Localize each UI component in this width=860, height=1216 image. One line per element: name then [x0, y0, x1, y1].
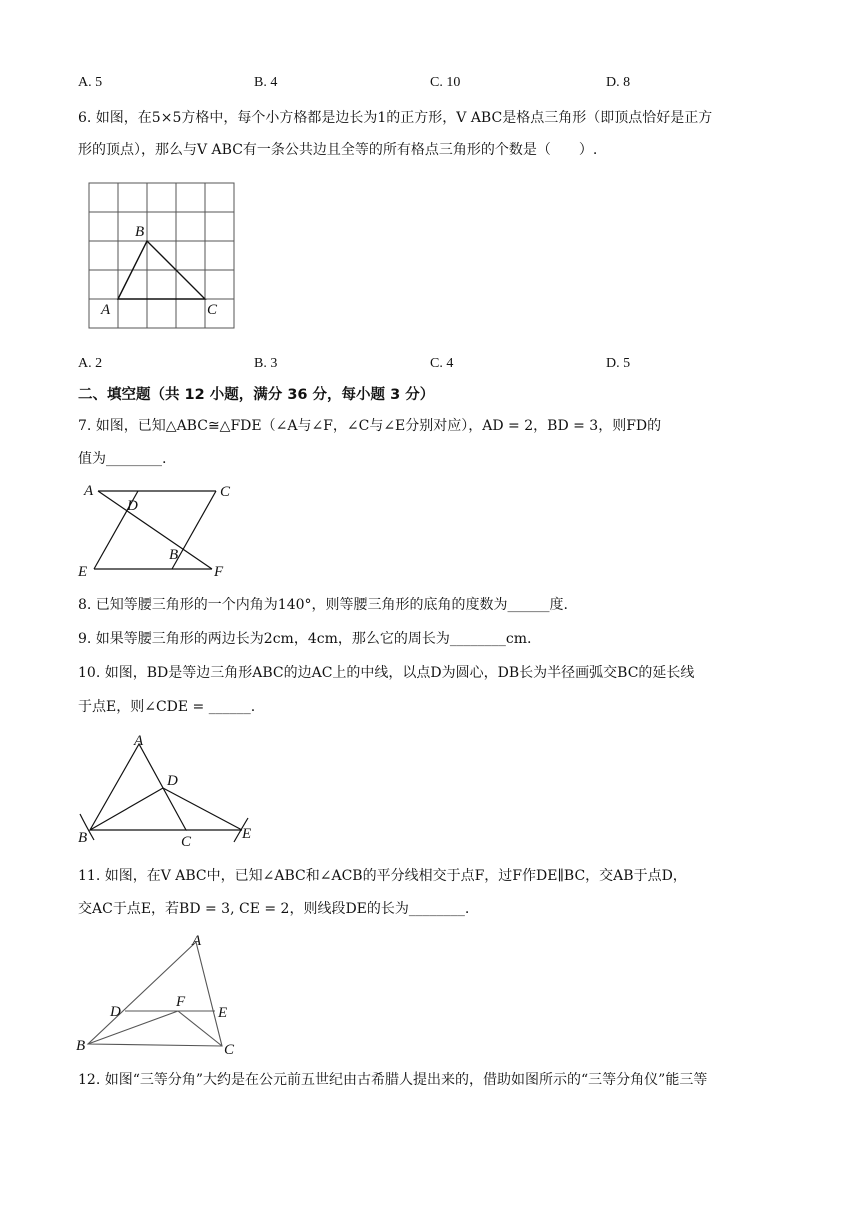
q11-figure: [74, 928, 244, 1058]
q5-option-b: B. 4: [254, 75, 278, 90]
q11-label-c: C: [224, 1042, 235, 1058]
q7-figure: [74, 480, 244, 582]
q6-label-c: C: [207, 302, 218, 318]
q7-text-line2: 值为________.: [78, 451, 167, 467]
q6-text-line2: 形的顶点），那么与V ABC有一条公共边且全等的所有格点三角形的个数是（ ）.: [78, 142, 598, 158]
q10-label-d: D: [167, 773, 178, 789]
q5-option-d: D. 8: [606, 75, 631, 90]
q6-option-b: B. 3: [254, 356, 278, 371]
q7-label-c: C: [220, 484, 231, 500]
q7-label-d: D: [127, 498, 138, 514]
q10-figure: [74, 728, 264, 852]
q6-option-a: A. 2: [78, 356, 103, 371]
q6-text-line1: 6. 如图，在5×5方格中，每个小方格都是边长为1的正方形，V ABC是格点三角形（即顶点恰好是正方: [78, 110, 713, 126]
q11-label-a: A: [192, 933, 202, 949]
q10-label-e: E: [242, 826, 252, 842]
q7-text-line1: 7. 如图，已知△ABC≅△FDE（∠A与∠F，∠C与∠E分别对应），AD = 2，BD = 3，则FD的: [78, 418, 662, 434]
q6-grid-figure: [85, 178, 240, 333]
q6-option-d: D. 5: [606, 356, 631, 371]
q10-text-line1: 10. 如图，BD是等边三角形ABC的边AC上的中线，以点D为圆心，DB长为半径画弧交BC的延长线: [78, 665, 695, 681]
q7-label-f: F: [214, 564, 224, 580]
q7-label-a: A: [84, 483, 94, 499]
q6-option-c: C. 4: [430, 356, 454, 371]
q5-option-c: C. 10: [430, 75, 461, 90]
q5-option-a: A. 5: [78, 75, 103, 90]
q11-label-b: B: [76, 1038, 86, 1054]
q11-label-d: D: [110, 1004, 121, 1020]
q11-text-line2: 交AC于点E，若BD = 3, CE = 2，则线段DE的长为________.: [78, 901, 470, 917]
q12-text-line1: 12. 如图“三等分角”大约是在公元前五世纪由古希腊人提出来的，借助如图所示的“三等分角仪”能三等: [78, 1072, 708, 1088]
q11-label-f: F: [176, 994, 186, 1010]
q6-label-a: A: [101, 302, 111, 318]
q10-label-c: C: [181, 834, 192, 850]
q8-text-line1: 8. 已知等腰三角形的一个内角为140°，则等腰三角形的底角的度数为______度.: [78, 597, 568, 613]
section-heading: 二、填空题（共 12 小题，满分 36 分，每小题 3 分）: [78, 387, 435, 403]
q11-label-e: E: [218, 1005, 228, 1021]
q10-label-a: A: [134, 733, 144, 749]
q10-text-line2: 于点E，则∠CDE = ______.: [78, 699, 256, 715]
q6-label-b: B: [135, 224, 145, 240]
q9-text-line1: 9. 如果等腰三角形的两边长为2cm，4cm，那么它的周长为________cm.: [78, 631, 532, 647]
q11-text-line1: 11. 如图，在V ABC中，已知∠ABC和∠ACB的平分线相交于点F，过F作DE∥BC，交AB于点D，: [78, 868, 687, 884]
q7-label-b: B: [169, 547, 179, 563]
q7-label-e: E: [78, 564, 88, 580]
q10-label-b: B: [78, 830, 88, 846]
